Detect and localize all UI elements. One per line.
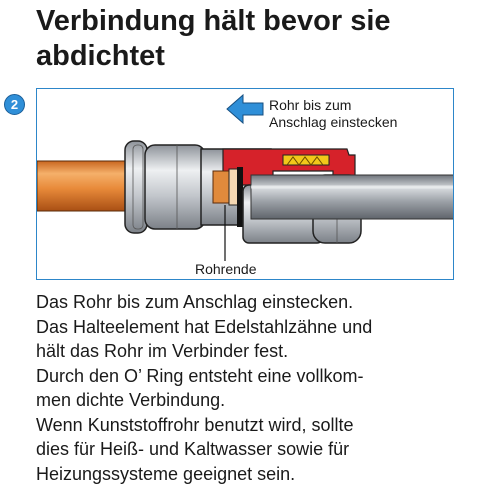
plastic-pipe [251,175,454,219]
description-line: men dichte Verbindung. [36,390,226,410]
description-line: Das Halteelement hat Edelstahlzähne und [36,316,373,337]
copper-pipe [37,161,133,211]
title-line-2: abdichtet [36,40,165,72]
left-fitting-body [145,145,205,229]
description-line: Durch den O’ Ring entsteht eine vollkom- [36,365,364,386]
arrow-left-icon [227,95,263,123]
fitting-diagram [36,88,454,280]
insert-label-line-2: Anschlag einstecken [269,114,398,130]
page-title [36,4,466,74]
description-line: Heizungssysteme geeignet sein. [36,463,296,484]
description-line: Wenn Kunststoffrohr benutzt wird, sollte [36,414,354,435]
description-line: dies für Heiß- und Kaltwasser sowie für [36,439,350,459]
pipe-end-label: Rohrende [195,261,257,277]
description-text [36,290,466,486]
title-line-1: Verbindung hält bevor sie [36,5,391,37]
insert-label-line-1: Rohr bis zum [269,97,352,113]
description-line: hält das Rohr im Verbinder fest. [36,341,289,361]
step-number-badge: 2 [4,94,25,115]
left-collet-nut [125,141,147,233]
insert-instruction-label [269,97,449,131]
pipe-end-inside [213,171,231,203]
description-line: Das Rohr bis zum Anschlag einstecken. [36,292,354,312]
pipe-stop [237,167,243,227]
